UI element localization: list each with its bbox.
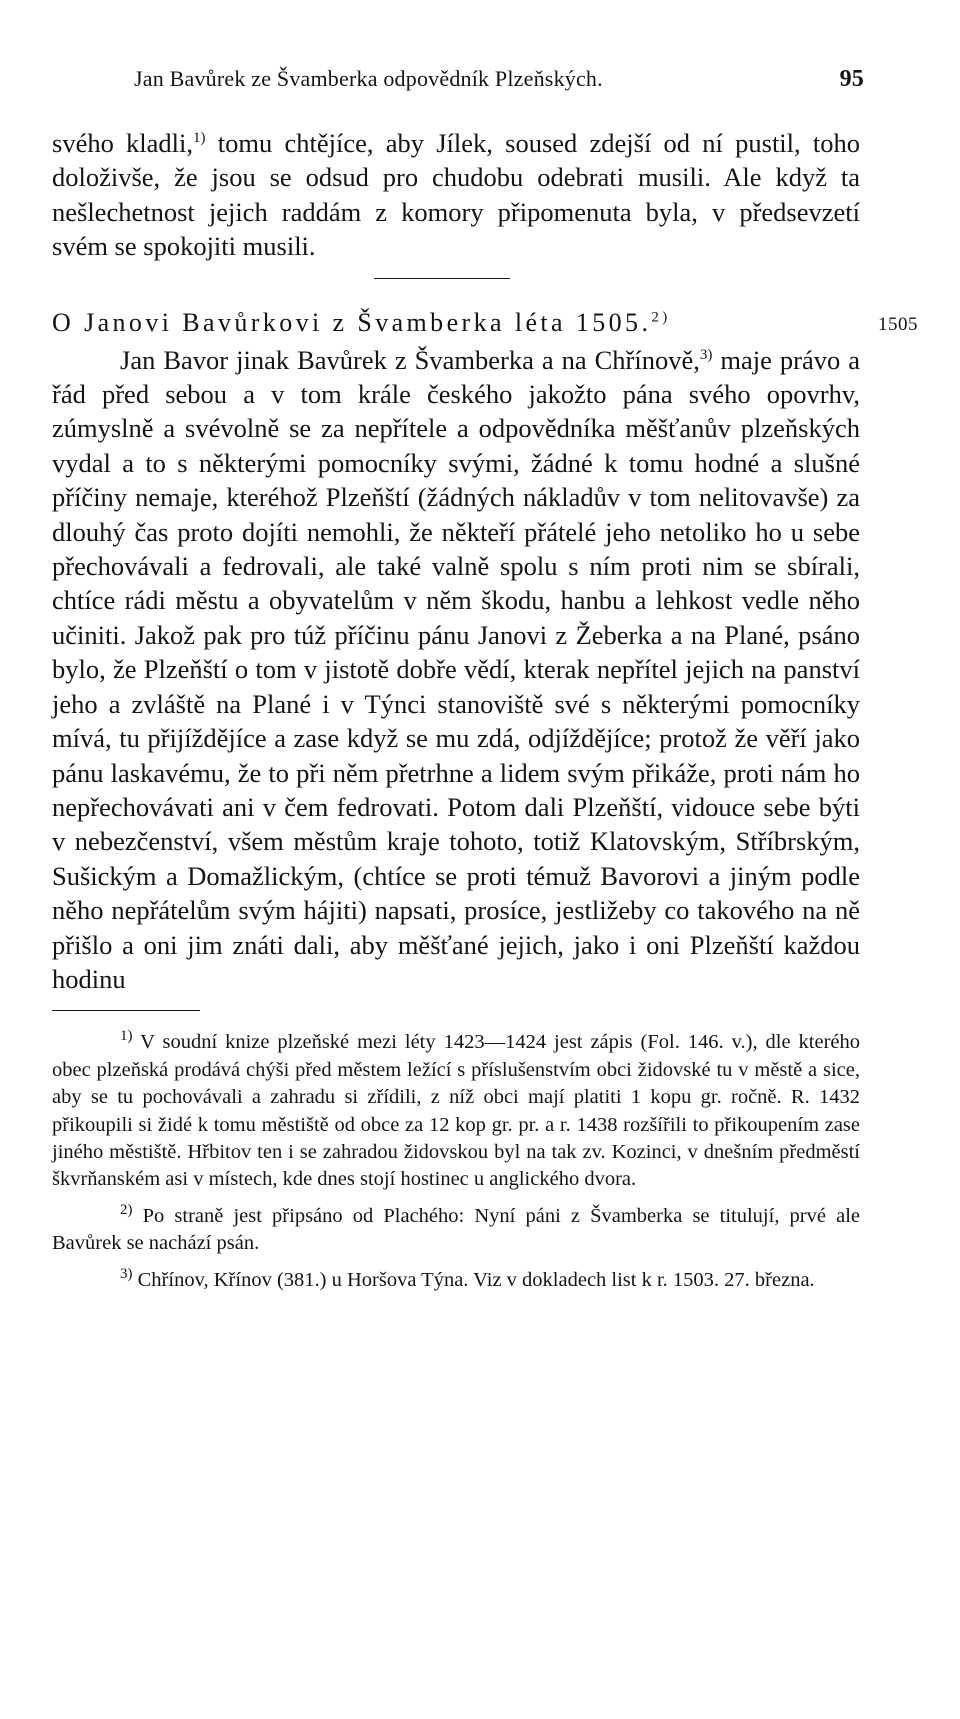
footnote-ref-3: 3): [699, 346, 713, 363]
paragraph-continuation-rest: tomu chtějíce, aby Jílek, soused zdejší od ní pustil, toho doloživše, že jsou se odsud pro chudobu odebrati musili. Ale když ta nešlechetnost jejich raddám z komory připomenuta byla, v předsevzetí svém se spokojiti musili.: [52, 128, 860, 262]
paragraph-main-start: Jan Bavor jinak Bavůrek z Švamberka a na Chřínově,: [120, 344, 700, 375]
page: [52, 66, 918, 1303]
section-heading: [52, 305, 918, 341]
running-title: Jan Bavůrek ze Švamberka odpovědník Plzeňských.: [134, 66, 603, 91]
footnote-mark-2: 2): [120, 1201, 133, 1218]
section-divider: [374, 278, 510, 279]
margin-year-note: 1505: [878, 313, 918, 335]
paragraph-main: [52, 343, 860, 997]
section-heading-text: O Janovi Bavůrkovi z Švamberka léta 1505.: [52, 307, 652, 337]
footnotes: [52, 1029, 860, 1294]
footnote-3: [52, 1267, 860, 1294]
paragraph-continuation-start: svého kladli,: [52, 128, 194, 158]
footnote-mark-3: 3): [120, 1265, 133, 1282]
footnote-1: [52, 1029, 860, 1193]
paragraph-main-rest: maje právo a řád před sebou a v tom krále českého jakožto pána svého opovrhv, zúmyslně a svévolně se za nepřítele a odpovědníka měšťanův plzeňských vydal a to s některými pomocníky svými, žádné k tomu hodné a slušné příčiny nemaje, kteréhož Plzeňští (žádných nákladův v tom nelitovavše) za dlouhý čas proto dojíti nemohli, že někteří přátelé jeho netoliko ho u sebe přechovávali a fedrovali, ale také valně spolu s ním proti nim se sbírali, chtíce rádi městu a obyvatelům v něm škodu, hanbu a lehkost vedle něho učiniti. Jakož pak pro túž příčinu pánu Janovi z Žeberka a na Plané, psáno bylo, že Plzeňští o tom v jistotě dobře vědí, kterak nepřítel jejich na panství jeho a zvláště na Plané i v Týnci stanoviště své s některými pomocníky mívá, tu přijíždějíce a zase když se mu zdá, odjíždějíce; protož že věří jako pánu laskavému, že to při něm přetrhne a lidem svým přikáže, proti nám ho nepřechovávati ani v čem fedrovati. Potom dali Plzeňští, vidouce sebe býti v nebezčenství, všem městům kraje tohoto, totiž Klatovským, Stříbrským, Sušickým a Domažlickým, (chtíce se proti témuž Bavorovi a jiným podle něho nepřátelům svým hájiti) napsati, prosíce, jestližeby co takového na ně přišlo a oni jim znáti dali, aby měšťané jejich, jako i oni Plzeňští každou hodinu: [52, 344, 860, 994]
paragraph-continuation: [52, 126, 860, 264]
footnote-ref-1: 1): [193, 130, 206, 147]
footnote-ref-2: 2): [651, 308, 671, 325]
page-number: 95: [839, 66, 864, 92]
footnote-mark-1: 1): [120, 1028, 133, 1045]
footnote-text-3: Chřínov, Křínov (381.) u Horšova Týna. Viz v dokladech list k r. 1503. 27. března.: [132, 1268, 815, 1291]
footnote-text-2: Po straně jest připsáno od Plachého: Nyní páni z Švamberka se titulují, prvé ale Bavůrek se nachází psán.: [52, 1204, 860, 1255]
footnote-text-1: V soudní knize plzeňské mezi léty 1423—1424 jest zápis (Fol. 146. v.), dle kterého obec plzeňská prodává chýši před městem ležící s příslušenstvím obci židovské tu v městě a sice, aby se tu pochovávali a zahradu si zřídili, z níž obci mají platiti 1 kopu gr. ročně. R. 1432 přikoupili si židé k tomu městiště od obce za 12 kop gr. pr. a r. 1438 rozšířili to přikoupením zase jiného městiště. Hřbitov ten i se zahradou židovskou byl na tak zv. Kozinci, v dnešním předměstí škvrňanském asi v místech, kde dnes stojí hostinec u anglického dvora.: [52, 1031, 860, 1191]
footnote-divider: [52, 1010, 200, 1011]
footnote-2: [52, 1203, 860, 1258]
running-head: [52, 66, 864, 106]
